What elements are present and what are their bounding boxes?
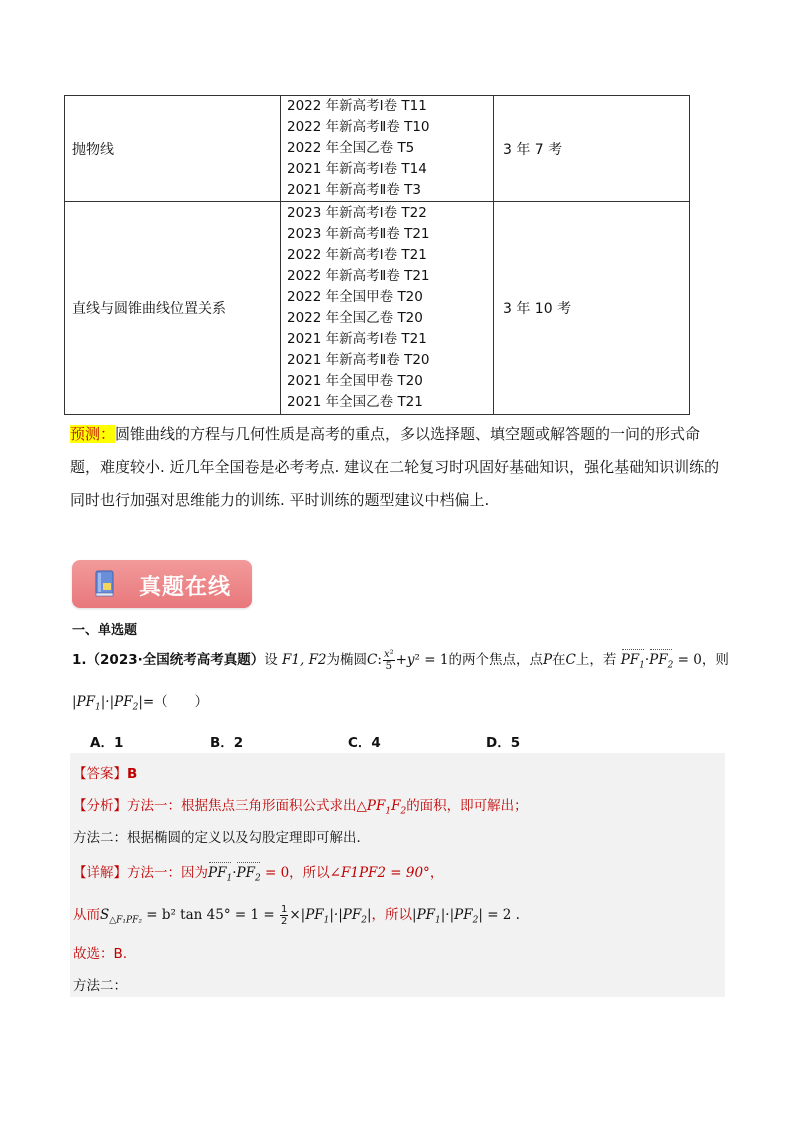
table-row: [65, 202, 690, 415]
analysis-line: 【分析】方法一：根据焦点三角形面积公式求出$\triangle PF_1F_2$的面积，即可解出；: [73, 798, 528, 817]
papers-cell: 2023 年新高考Ⅰ卷 T22 2023 年新高考Ⅱ卷 T21 2022 年新高考Ⅰ卷 T21 2022 年新高考Ⅱ卷 T21 2022 年全国甲卷 T20 2022 年全国乙卷 T20 2021 年新高考Ⅰ卷 T21 2021 年新高考Ⅱ卷 T20 2021 年全国甲卷 T20 2021 年全国乙卷 T21: [281, 202, 494, 415]
question-source: （2023·全国统考高考真题）: [86, 652, 265, 668]
prediction-text: 圆锥曲线的方程与几何性质是高考的重点，多以选择题、填空题或解答题的一问的形式命题，难度较小. 近几年全国卷是必考考点. 建议在二轮复习时巩固好基础知识，强化基础知识训练的同时也行加强对思维能力的训练. 平时训练的题型建议中档偏上.: [70, 425, 720, 509]
choose-line: 故选：B.: [73, 946, 128, 962]
book-icon: [94, 569, 116, 597]
option-d[interactable]: D．5: [486, 735, 521, 751]
dot-product-expression: $PF_1\cdot PF_2$: [620, 652, 674, 671]
banner-title: 真题在线: [139, 575, 232, 600]
from-line: 从而$S_{\triangle F_1PF_2} = b^2$ tan 45° = 1 = $\frac{1}{2}$ $\times|PF_1|\cdot|PF_2|$，所以$|PF_1|\cdot|PF_2| = 2$ .: [73, 903, 520, 927]
method2-summary: 方法二：根据椭圆的定义以及勾股定理即可解出．: [73, 830, 370, 846]
question-number: 1.: [72, 652, 87, 668]
prediction-label: 预测：: [70, 425, 116, 443]
section-banner: [72, 560, 252, 608]
angle-expression: ∠F1PF2 = 90°: [329, 865, 430, 881]
foci-symbol: F1, F2: [282, 652, 327, 668]
frequency-cell: 3 年 10 考: [494, 202, 690, 415]
answer-line: [73, 762, 137, 782]
answer-label: 【答案】: [73, 766, 127, 782]
area-symbol: $S_{\triangle F_1PF_2}$: [100, 907, 142, 926]
question-1-ask: $|PF_1|\cdot|PF_2|=$（ ）: [72, 694, 209, 713]
product-of-distances: $|PF_1|\cdot|PF_2|$: [72, 694, 143, 713]
answer-value: B: [127, 766, 138, 782]
papers-cell: 2022 年新高考Ⅰ卷 T11 2022 年新高考Ⅱ卷 T10 2022 年全国乙卷 T5 2021 年新高考Ⅰ卷 T14 2021 年新高考Ⅱ卷 T3: [281, 96, 494, 202]
topic-cell: 抛物线: [65, 96, 281, 202]
prediction-paragraph: [70, 418, 725, 517]
answer-options: [90, 731, 520, 751]
option-a[interactable]: A．1: [90, 735, 124, 751]
table-row: [65, 96, 690, 202]
ellipse-equation: : $\frac{\text{x²}}{5}$ +y² = 1: [377, 649, 449, 672]
analysis-label: 【分析】: [73, 798, 127, 814]
section-heading: 一、单选题: [72, 623, 138, 638]
option-c[interactable]: C．4: [348, 735, 381, 751]
detail-label: 【详解】: [73, 865, 127, 881]
option-b[interactable]: B．2: [210, 735, 244, 751]
topic-cell: 直线与圆锥曲线位置关系: [65, 202, 281, 415]
frequency-cell: 3 年 7 考: [494, 96, 690, 202]
question-1-stem: 1.（2023·全国统考高考真题）设 F1, F2为椭圆C: $\frac{\text{x²}}{5}$ +y² = 1的两个焦点，点P在C上，若 $PF_1\cdot PF_2 = 0$，则: [72, 649, 729, 672]
method2-start: 方法二：: [73, 978, 127, 994]
triangle-symbol: $\triangle PF_1F_2$: [356, 798, 407, 817]
detail-line: 【详解】方法一：因为$PF_1\cdot PF_2 = 0$，所以∠F1PF2 = 90°，: [73, 865, 444, 884]
exam-statistics-table: [64, 95, 690, 415]
